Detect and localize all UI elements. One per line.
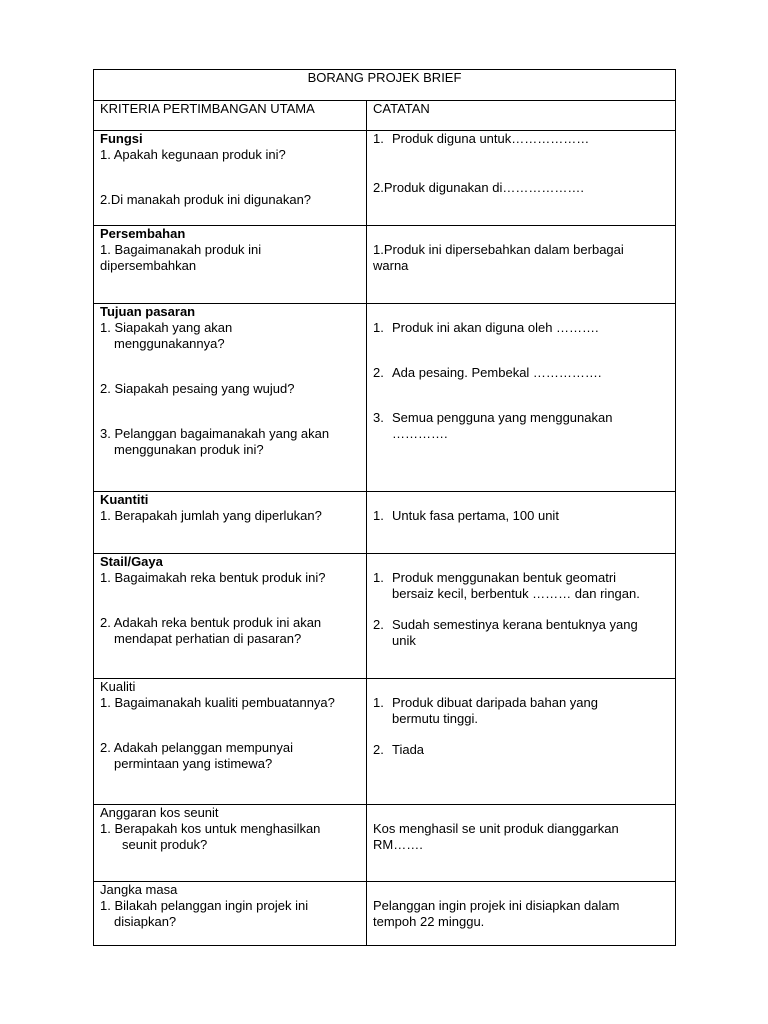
answer-1: 1. Produk diguna untuk……………… <box>373 131 590 146</box>
notes-cell <box>367 882 676 946</box>
question-1: 1. Apakah kegunaan produk ini? <box>100 147 286 162</box>
section-heading: Persembahan <box>100 226 186 241</box>
answer-1: 1. Produk ini akan diguna oleh ………. <box>373 320 599 335</box>
section-heading: Kuantiti <box>100 492 149 507</box>
section-heading: Anggaran kos seunit <box>100 805 219 820</box>
criteria-cell <box>94 304 367 492</box>
answer-2: 2. Sudah semestinya kerana bentuknya yang unik <box>373 617 638 648</box>
row-jangka-masa <box>94 882 676 946</box>
question-1: 1. Siapakah yang akan <box>100 320 233 335</box>
row-kualiti <box>94 679 676 805</box>
answer-1: Kos menghasil se unit produk dianggarkan <box>373 821 619 836</box>
notes-cell <box>367 679 676 805</box>
row-fungsi <box>94 131 676 226</box>
header-row <box>94 101 676 131</box>
question-2: 2. Adakah pelanggan mempunyai <box>100 740 293 755</box>
question-1-cont: menggunakannya? <box>114 336 225 351</box>
criteria-cell <box>94 554 367 679</box>
answer-2: 2. Tiada <box>373 742 425 757</box>
criteria-cell <box>94 226 367 304</box>
notes-cell <box>367 226 676 304</box>
criteria-cell <box>94 492 367 554</box>
question-1: 1. Berapakah jumlah yang diperlukan? <box>100 508 322 523</box>
header-notes: CATATAN <box>367 101 676 131</box>
row-persembahan <box>94 226 676 304</box>
section-heading: Fungsi <box>100 131 143 146</box>
question-2-cont: mendapat perhatian di pasaran? <box>114 631 302 646</box>
section-heading: Tujuan pasaran <box>100 304 196 319</box>
criteria-cell <box>94 882 367 946</box>
row-stail-gaya <box>94 554 676 679</box>
section-heading: Stail/Gaya <box>100 554 163 569</box>
project-brief-form <box>93 69 676 946</box>
notes-cell <box>367 131 676 226</box>
question-1: 1. Berapakah kos untuk menghasilkan <box>100 821 321 836</box>
notes-cell <box>367 304 676 492</box>
question-2: 2. Siapakah pesaing yang wujud? <box>100 381 295 396</box>
row-kuantiti <box>94 492 676 554</box>
title-row <box>94 70 676 101</box>
question-2: 2.Di manakah produk ini digunakan? <box>100 192 312 207</box>
answer-1-cont: RM……. <box>373 837 423 852</box>
section-heading: Kualiti <box>100 679 136 694</box>
answer-1-cont: tempoh 22 minggu. <box>373 914 485 929</box>
question-1: 1. Bagaimanakah kualiti pembuatannya? <box>100 695 335 710</box>
answer-3: 3. Semua pengguna yang menggunakan …………. <box>373 410 613 441</box>
notes-cell <box>367 492 676 554</box>
criteria-cell <box>94 805 367 882</box>
question-1: 1. Bilakah pelanggan ingin projek ini <box>100 898 309 913</box>
question-1-cont: seunit produk? <box>122 837 208 852</box>
question-3: 3. Pelanggan bagaimanakah yang akan <box>100 426 330 441</box>
answer-1: 1.Produk ini dipersebahkan dalam berbagai <box>373 242 624 257</box>
header-criteria: KRITERIA PERTIMBANGAN UTAMA <box>94 101 367 131</box>
answer-2: 2. Ada pesaing. Pembekal ……………. <box>373 365 602 380</box>
row-anggaran-kos <box>94 805 676 882</box>
question-3-cont: menggunakan produk ini? <box>114 442 264 457</box>
answer-1: 1. Produk menggunakan bentuk geomatri bersaiz kecil, berbentuk ……… dan ringan. <box>373 570 640 601</box>
question-2: 2. Adakah reka bentuk produk ini akan <box>100 615 322 630</box>
notes-cell <box>367 554 676 679</box>
section-heading: Jangka masa <box>100 882 178 897</box>
question-2-cont: permintaan yang istimewa? <box>114 756 273 771</box>
criteria-cell <box>94 131 367 226</box>
answer-1: Pelanggan ingin projek ini disiapkan dalam <box>373 898 620 913</box>
row-tujuan-pasaran <box>94 304 676 492</box>
question-1-cont: dipersembahkan <box>100 258 197 273</box>
question-1: 1. Bagaimakah reka bentuk produk ini? <box>100 570 326 585</box>
notes-cell <box>367 805 676 882</box>
question-1-cont: disiapkan? <box>114 914 177 929</box>
criteria-cell <box>94 679 367 805</box>
form-title: BORANG PROJEK BRIEF <box>94 70 676 101</box>
answer-1: 1. Produk dibuat daripada bahan yang bermutu tinggi. <box>373 695 598 726</box>
question-1: 1. Bagaimanakah produk ini <box>100 242 262 257</box>
answer-2: 2.Produk digunakan di………………. <box>373 180 584 195</box>
answer-1-cont: warna <box>373 258 409 273</box>
answer-1: 1. Untuk fasa pertama, 100 unit <box>373 508 559 523</box>
